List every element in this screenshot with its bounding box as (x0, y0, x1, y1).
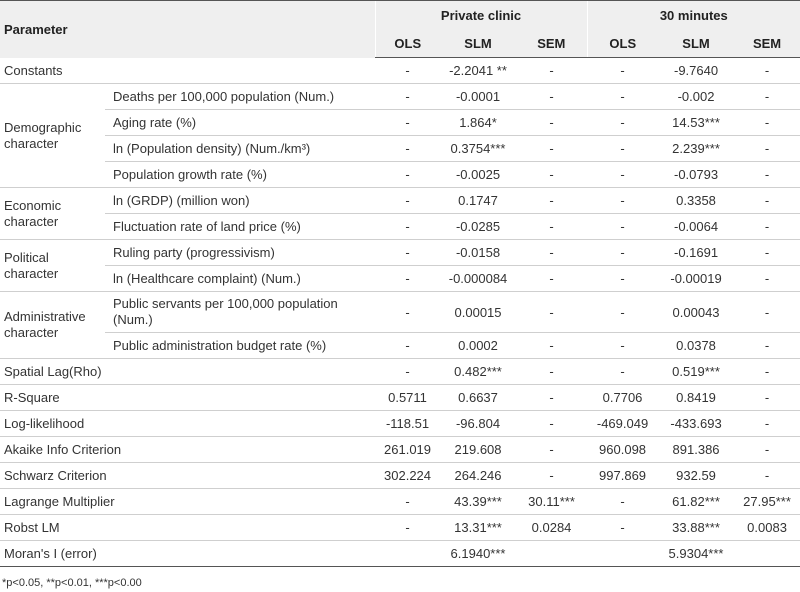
category-economic: Economic character (0, 188, 105, 240)
cell: - (587, 110, 658, 136)
row-label: ln (Population density) (Num./km³) (105, 136, 375, 162)
cell: - (734, 463, 800, 489)
cell: - (587, 489, 658, 515)
cell: -0.0793 (658, 162, 734, 188)
cell: - (587, 515, 658, 541)
cell: 932.59 (658, 463, 734, 489)
cell: - (375, 188, 440, 214)
row-label: Ruling party (progressivism) (105, 240, 375, 266)
cell: - (375, 214, 440, 240)
cell: - (734, 214, 800, 240)
cell: - (375, 333, 440, 359)
cell: - (375, 515, 440, 541)
col-header: SEM (516, 29, 587, 58)
cell: 0.00015 (440, 292, 516, 333)
table-row (0, 385, 800, 411)
cell: - (587, 240, 658, 266)
cell: - (516, 162, 587, 188)
cell: 264.246 (440, 463, 516, 489)
cell: - (734, 136, 800, 162)
cell: - (587, 333, 658, 359)
table-row (0, 240, 800, 266)
cell: 0.7706 (587, 385, 658, 411)
cell: - (734, 266, 800, 292)
cell: - (587, 136, 658, 162)
cell: - (587, 162, 658, 188)
cell: 5.9304*** (658, 541, 734, 567)
row-label: Moran's I (error) (0, 541, 375, 567)
col-header: OLS (587, 29, 658, 58)
cell: - (734, 162, 800, 188)
table-row (0, 411, 800, 437)
row-label: R-Square (0, 385, 375, 411)
cell: -9.7640 (658, 58, 734, 84)
cell: - (516, 110, 587, 136)
cell: 219.608 (440, 437, 516, 463)
table-row (0, 541, 800, 567)
row-label: Public administration budget rate (%) (105, 333, 375, 359)
cell: - (587, 84, 658, 110)
cell: -0.0064 (658, 214, 734, 240)
row-label: Robst LM (0, 515, 375, 541)
row-label: Akaike Info Criterion (0, 437, 375, 463)
cell: 0.0002 (440, 333, 516, 359)
table-row (0, 359, 800, 385)
col-header: SLM (440, 29, 516, 58)
significance-footnote: *p<0.05, **p<0.01, ***p<0.00 (2, 577, 142, 589)
cell: 30.11*** (516, 489, 587, 515)
table-row (0, 333, 800, 359)
cell: - (375, 292, 440, 333)
cell: 0.0083 (734, 515, 800, 541)
cell: - (516, 463, 587, 489)
cell: - (516, 411, 587, 437)
cell: -2.2041 ** (440, 58, 516, 84)
cell: -0.0025 (440, 162, 516, 188)
cell (587, 541, 658, 567)
table-row (0, 84, 800, 110)
cell: - (734, 437, 800, 463)
cell: - (516, 214, 587, 240)
cell: -0.0158 (440, 240, 516, 266)
cell: -0.1691 (658, 240, 734, 266)
row-label: Constants (0, 58, 375, 84)
cell: - (734, 411, 800, 437)
cell: - (375, 359, 440, 385)
cell: 61.82*** (658, 489, 734, 515)
cell: - (734, 333, 800, 359)
col-header: OLS (375, 29, 440, 58)
cell: - (734, 240, 800, 266)
cell: - (734, 110, 800, 136)
cell: - (587, 58, 658, 84)
cell: 0.8419 (658, 385, 734, 411)
cell: -96.804 (440, 411, 516, 437)
cell: 13.31*** (440, 515, 516, 541)
cell: -0.0285 (440, 214, 516, 240)
table-row (0, 437, 800, 463)
col-header: SEM (734, 29, 800, 58)
group-header-private-clinic: Private clinic (375, 1, 587, 30)
row-label: Deaths per 100,000 population (Num.) (105, 84, 375, 110)
cell: - (587, 359, 658, 385)
cell: 0.6637 (440, 385, 516, 411)
cell: 302.224 (375, 463, 440, 489)
cell: - (516, 385, 587, 411)
table-row (0, 489, 800, 515)
cell: - (375, 489, 440, 515)
cell: - (734, 385, 800, 411)
cell: - (734, 359, 800, 385)
row-label: Aging rate (%) (105, 110, 375, 136)
row-label: ln (GRDP) (million won) (105, 188, 375, 214)
cell: - (516, 437, 587, 463)
table-row (0, 214, 800, 240)
row-label: Schwarz Criterion (0, 463, 375, 489)
row-label: Log-likelihood (0, 411, 375, 437)
cell: - (516, 266, 587, 292)
cell: - (516, 136, 587, 162)
row-label: Fluctuation rate of land price (%) (105, 214, 375, 240)
cell: - (375, 110, 440, 136)
row-label: Population growth rate (%) (105, 162, 375, 188)
header-group-row (0, 1, 800, 30)
table-row (0, 515, 800, 541)
cell: -118.51 (375, 411, 440, 437)
row-label: Public servants per 100,000 population (Num.) (105, 292, 375, 333)
table-row (0, 188, 800, 214)
table-row (0, 266, 800, 292)
cell: -0.00019 (658, 266, 734, 292)
cell: - (375, 58, 440, 84)
cell: - (375, 240, 440, 266)
parameter-header: Parameter (0, 1, 375, 58)
cell: -0.0001 (440, 84, 516, 110)
cell: - (587, 266, 658, 292)
cell: - (516, 58, 587, 84)
table-row (0, 292, 800, 333)
row-label: Lagrange Multiplier (0, 489, 375, 515)
row-label: ln (Healthcare complaint) (Num.) (105, 266, 375, 292)
category-political: Political character (0, 240, 105, 292)
cell: - (516, 333, 587, 359)
table-row (0, 110, 800, 136)
row-label: Spatial Lag(Rho) (0, 359, 375, 385)
cell: 0.1747 (440, 188, 516, 214)
cell: 33.88*** (658, 515, 734, 541)
cell: 0.0284 (516, 515, 587, 541)
table-row (0, 463, 800, 489)
cell: - (516, 84, 587, 110)
cell (375, 541, 440, 567)
cell: 0.519*** (658, 359, 734, 385)
cell: - (734, 84, 800, 110)
cell: - (516, 292, 587, 333)
cell: 27.95*** (734, 489, 800, 515)
cell: -0.002 (658, 84, 734, 110)
cell: 0.3754*** (440, 136, 516, 162)
cell: 14.53*** (658, 110, 734, 136)
cell: - (587, 214, 658, 240)
cell: - (375, 266, 440, 292)
cell: 891.386 (658, 437, 734, 463)
category-administrative: Administrative character (0, 292, 105, 359)
cell: -469.049 (587, 411, 658, 437)
cell: - (375, 136, 440, 162)
cell: 0.3358 (658, 188, 734, 214)
cell: - (734, 58, 800, 84)
cell: 43.39*** (440, 489, 516, 515)
table-row (0, 162, 800, 188)
cell: 261.019 (375, 437, 440, 463)
table-row (0, 136, 800, 162)
cell: 0.0378 (658, 333, 734, 359)
cell: 6.1940*** (440, 541, 516, 567)
cell: - (516, 188, 587, 214)
cell: 997.869 (587, 463, 658, 489)
table-row (0, 58, 800, 84)
cell: -433.693 (658, 411, 734, 437)
cell: 0.482*** (440, 359, 516, 385)
cell (516, 541, 587, 567)
cell: 960.098 (587, 437, 658, 463)
cell: - (734, 292, 800, 333)
cell (734, 541, 800, 567)
cell: 2.239*** (658, 136, 734, 162)
category-demographic: Demographic character (0, 84, 105, 188)
cell: 1.864* (440, 110, 516, 136)
cell: - (375, 84, 440, 110)
cell: 0.5711 (375, 385, 440, 411)
col-header: SLM (658, 29, 734, 58)
cell: - (734, 188, 800, 214)
group-header-30-minutes: 30 minutes (587, 1, 800, 30)
cell: - (375, 162, 440, 188)
cell: - (516, 240, 587, 266)
cell: -0.000084 (440, 266, 516, 292)
cell: - (587, 188, 658, 214)
cell: 0.00043 (658, 292, 734, 333)
cell: - (587, 292, 658, 333)
cell: - (516, 359, 587, 385)
